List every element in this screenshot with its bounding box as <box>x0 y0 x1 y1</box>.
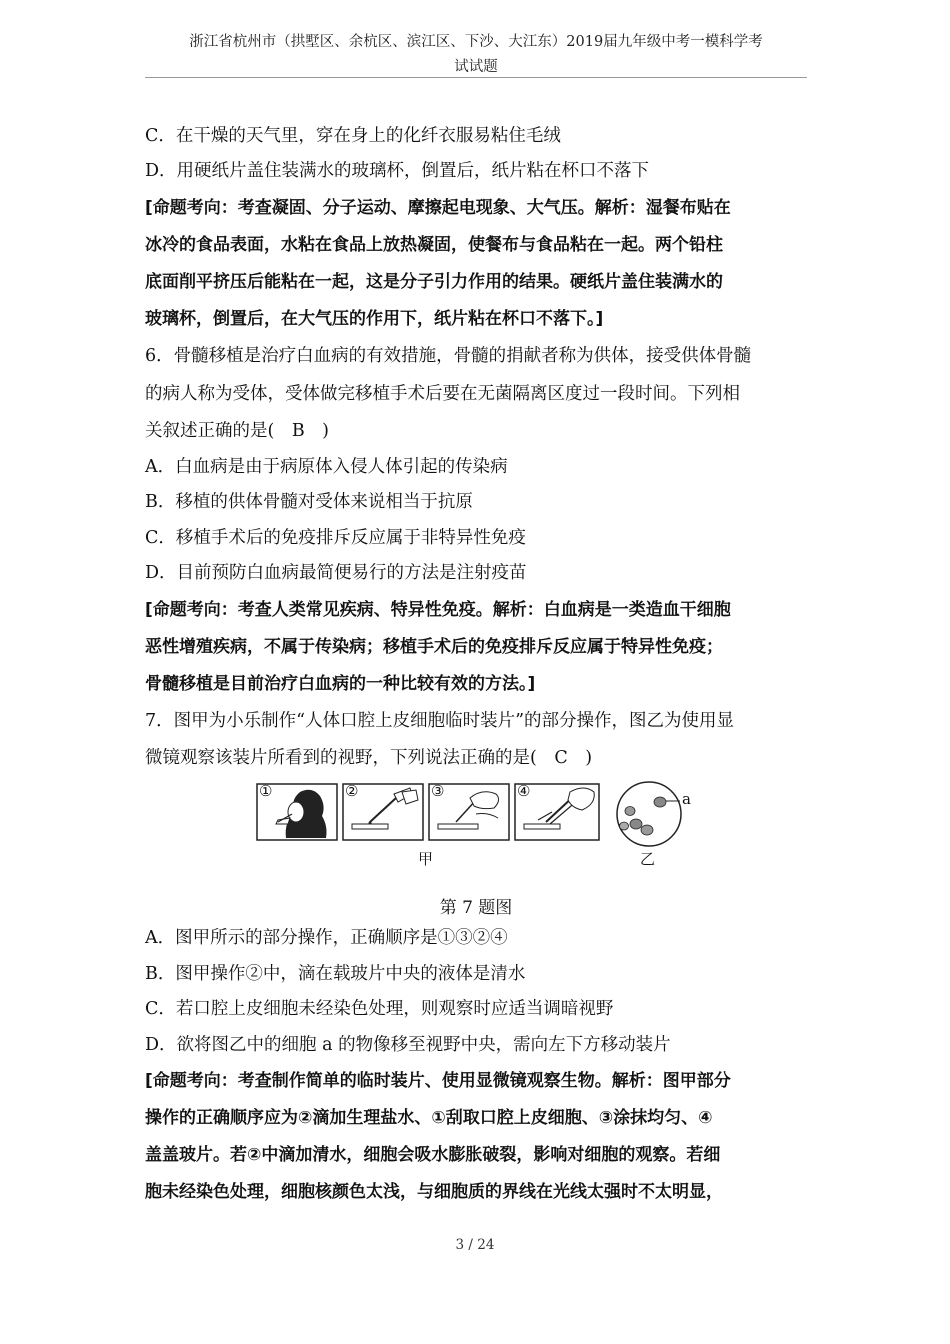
analysis-line: [命题考向：考查人类常见疾病、特异性免疫。解析：白血病是一类造血干细胞 <box>145 600 731 620</box>
panel-1-label: ① <box>259 782 273 800</box>
analysis-line: [命题考向：考查制作简单的临时装片、使用显微镜观察生物。解析：图甲部分 <box>145 1071 731 1091</box>
question-line: 微镜观察该装片所看到的视野，下列说法正确的是( C ) <box>145 748 593 768</box>
option-line: B．图甲操作②中，滴在载玻片中央的液体是清水 <box>145 964 526 984</box>
header-line-2: 试试题 <box>454 59 498 75</box>
cell-a <box>654 797 666 807</box>
cell-a-label: a <box>682 790 691 808</box>
analysis-line: 底面削平挤压后能粘在一起，这是分子引力作用的结果。硬纸片盖住装满水的 <box>145 272 723 292</box>
option-line: C．若口腔上皮细胞未经染色处理，则观察时应适当调暗视野 <box>145 999 614 1019</box>
analysis-line: 操作的正确顺序应为②滴加生理盐水、①刮取口腔上皮细胞、③涂抹均匀、④ <box>145 1108 713 1128</box>
option-line: A．白血病是由于病原体入侵人体引起的传染病 <box>145 457 508 477</box>
microscope-field-drawing <box>617 782 681 846</box>
page-number: 3 / 24 <box>455 1237 495 1253</box>
analysis-line: 盖盖玻片。若②中滴加清水，细胞会吸水膨胀破裂，影响对细胞的观察。若细 <box>145 1145 721 1165</box>
question-line: 6．骨髓移植是治疗白血病的有效措施，骨髓的捐献者称为供体，接受供体骨髓 <box>145 346 752 366</box>
label-yi: 乙 <box>640 850 656 868</box>
question-line: 关叙述正确的是( B ) <box>145 421 330 441</box>
header-line-1: 浙江省杭州市（拱墅区、余杭区、滨江区、下沙、大江东）2019届九年级中考一模科学考 <box>189 34 763 50</box>
analysis-line: 冰冷的食品表面，水粘在食品上放热凝固，使餐布与食品粘在一起。两个铅柱 <box>145 235 723 255</box>
panel-4-label: ④ <box>517 782 531 800</box>
figure-7-drawing <box>256 778 696 874</box>
figure-7 <box>256 778 696 874</box>
label-jia: 甲 <box>418 850 434 868</box>
analysis-line: 玻璃杯，倒置后，在大气压的作用下，纸片粘在杯口不落下。] <box>145 309 604 329</box>
option-line: B．移植的供体骨髓对受体来说相当于抗原 <box>145 492 473 512</box>
figure-caption: 第 7 题图 <box>439 898 513 918</box>
option-line: C．在干燥的天气里，穿在身上的化纤衣服易粘住毛绒 <box>145 126 561 146</box>
option-line: D．目前预防白血病最简便易行的方法是注射疫苗 <box>145 563 527 583</box>
question-line: 的病人称为受体，受体做完移植手术后要在无菌隔离区度过一段时间。下列相 <box>145 384 740 404</box>
panel-2-label: ② <box>345 782 359 800</box>
page-header <box>145 30 807 80</box>
option-line: D．用硬纸片盖住装满水的玻璃杯，倒置后，纸片粘在杯口不落下 <box>145 161 650 181</box>
header-divider <box>145 77 807 78</box>
option-line: C．移植手术后的免疫排斥反应属于非特异性免疫 <box>145 528 526 548</box>
analysis-line: 胞未经染色处理，细胞核颜色太浅，与细胞质的界线在光线太强时不太明显， <box>145 1182 723 1202</box>
option-line: A．图甲所示的部分操作，正确顺序是①③②④ <box>145 928 508 948</box>
analysis-line: [命题考向：考查凝固、分子运动、摩擦起电现象、大气压。解析：湿餐布贴在 <box>145 198 731 218</box>
analysis-line: 恶性增殖疾病，不属于传染病；移植手术后的免疫排斥反应属于特异性免疫； <box>145 637 723 657</box>
analysis-line: 骨髓移植是目前治疗白血病的一种比较有效的方法。] <box>145 674 536 694</box>
question-line: 7．图甲为小乐制作“人体口腔上皮细胞临时装片”的部分操作，图乙为使用显 <box>145 711 735 731</box>
option-line: D．欲将图乙中的细胞 a 的物像移至视野中央，需向左下方移动装片 <box>145 1035 671 1055</box>
panel-3-label: ③ <box>431 782 445 800</box>
